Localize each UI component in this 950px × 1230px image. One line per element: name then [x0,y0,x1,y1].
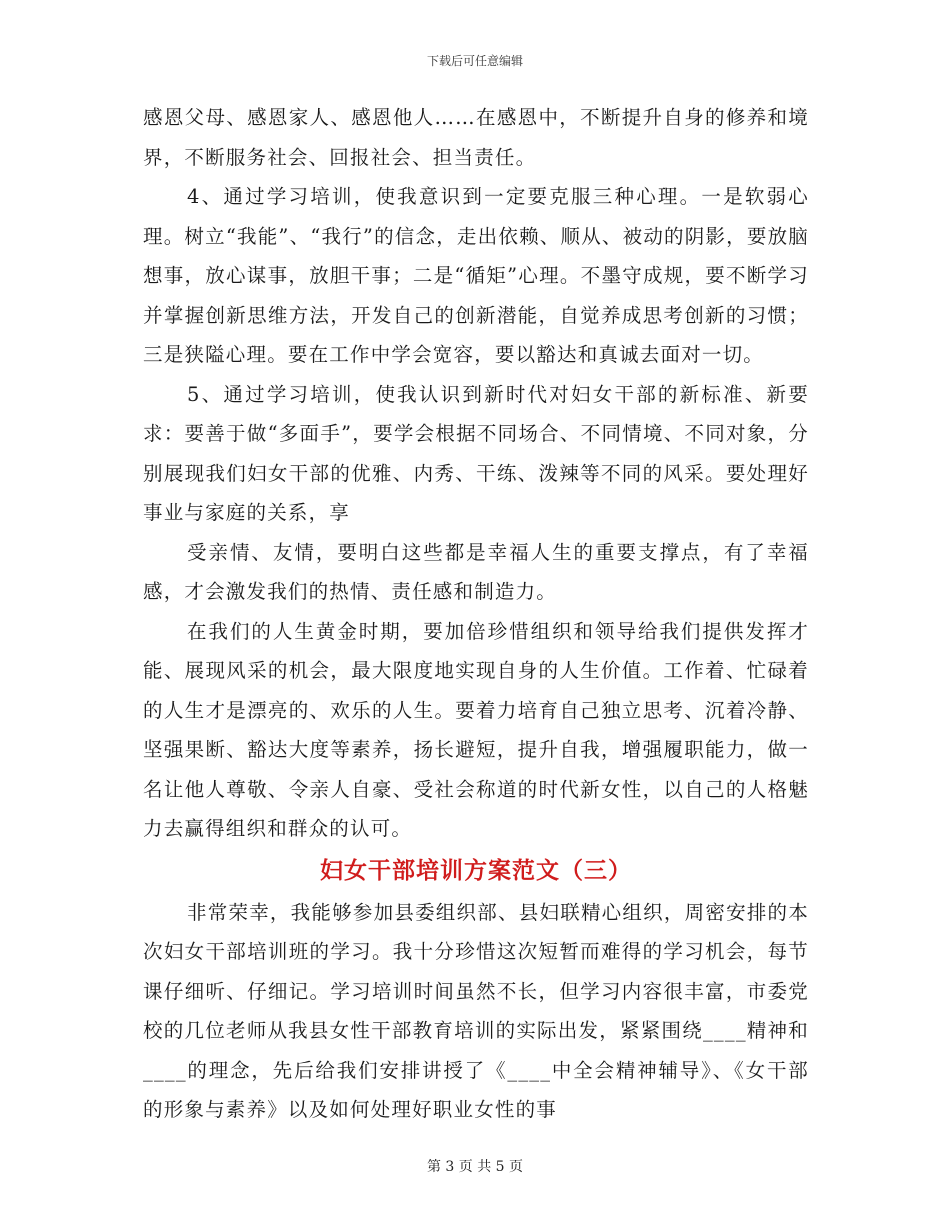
paragraph: 4、通过学习培训，使我意识到一定要克服三种心理。一是软弱心理。树立“我能”、“我行”的信念，走出依赖、顺从、被动的阴影，要放脑想事，放心谋事，放胆干事；二是“循矩”心理。不墨守成规，要不断学习并掌握创新思维方法，开发自己的创新潜能，自觉养成思考创新的习惯；三是狭隘心理。要在工作中学会宽容，要以豁达和真诚去面对一切。 [143,185,809,366]
page-header: 下载后可任意编辑 [426,54,523,68]
document-body [143,98,809,1130]
paragraph: 非常荣幸，我能够参加县委组织部、县妇联精心组织，周密安排的本次妇女干部培训班的学习。我十分珍惜这次短暂而难得的学习机会，每节课仔细听、仔细记。学习培训时间虽然不长，但学习内容很丰富，市委党校的几位老师从我县女性干部教育培训的实际出发，紧紧围绕____精神和____的理念，先后给我们安排讲授了《____中全会精神辅导》、《女干部的形象与素养》以及如何处理好职业女性的事 [143,900,809,1121]
section-title: 妇女干部培训方案范文（三） [320,856,632,884]
paragraph: 感恩父母、感恩家人、感恩他人……在感恩中，不断提升自身的修养和境界，不断服务社会、回报社会、担当责任。 [143,106,809,169]
paragraph: 在我们的人生黄金时期，要加倍珍惜组织和领导给我们提供发挥才能、展现风采的机会，最大限度地实现自身的人生价值。工作着、忙碌着的人生才是漂亮的、欢乐的人生。要着力培育自己独立思考、沉着冷静、坚强果断、豁达大度等素养，扬长避短，提升自我，增强履职能力，做一名让他人尊敬、令亲人自豪、受社会称道的时代新女性，以自己的人格魅力去赢得组织和群众的认可。 [143,619,809,840]
page-footer: 第 3 页 共 5 页 [426,1159,524,1175]
paragraph: 5、通过学习培训，使我认识到新时代对妇女干部的新标准、新要求：要善于做“多面手”，要学会根据不同场合、不同情境、不同对象，分别展现我们妇女干部的优雅、内秀、干练、泼辣等不同的风采。要处理好事业与家庭的关系，享 [143,382,809,524]
paragraph: 受亲情、友情，要明白这些都是幸福人生的重要支撑点，有了幸福感，才会激发我们的热情、责任感和制造力。 [143,540,809,603]
